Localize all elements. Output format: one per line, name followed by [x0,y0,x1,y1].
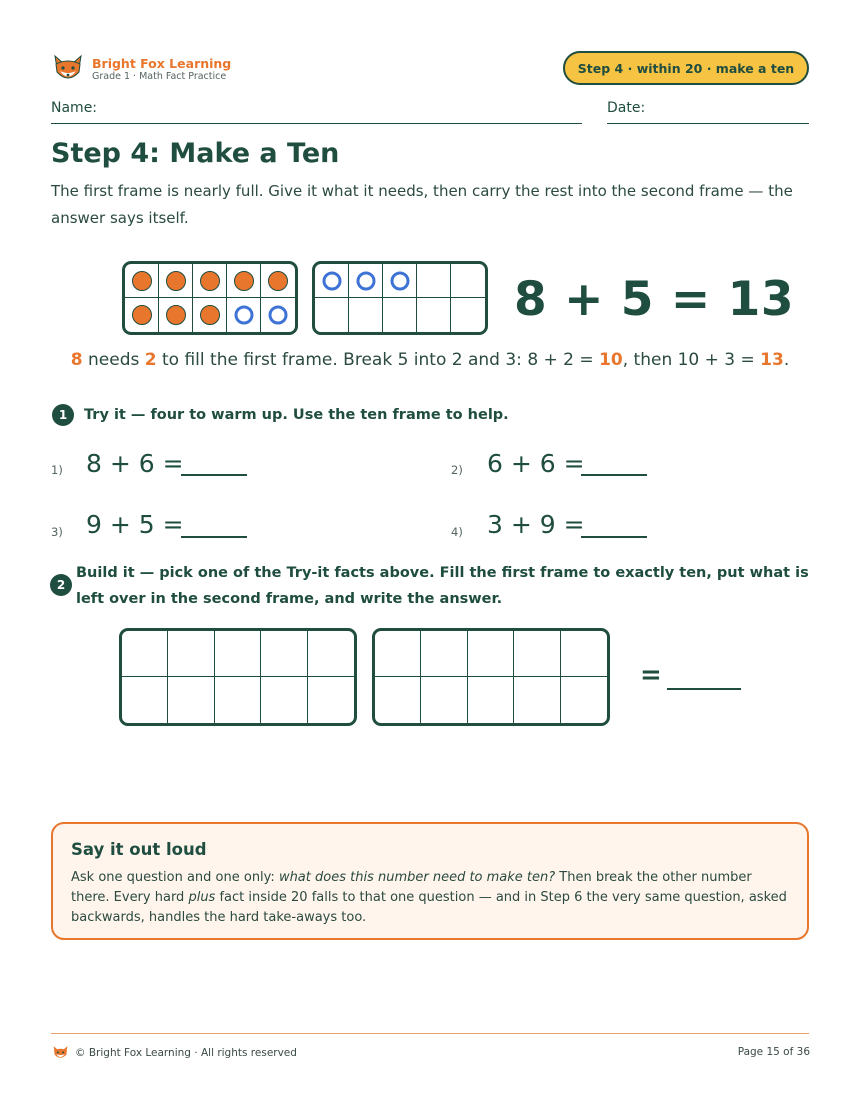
problem-4-label: 4) [451,525,463,539]
example-ten-frame-2 [312,261,488,335]
open-counter-icon [322,271,341,290]
ten-frame-cell[interactable] [514,677,560,723]
problem-3-expression: 9 + 5 = [86,510,184,539]
ten-frame-cell[interactable] [122,631,168,677]
problem-1-expression: 8 + 6 = [86,449,184,478]
date-label: Date: [607,100,646,116]
ten-frame-cell [261,298,295,332]
brand-name: Bright Fox Learning [92,55,232,71]
example-explanation [0,350,860,370]
problem-3-answer-blank[interactable] [181,536,247,538]
ten-frame-cell[interactable] [561,677,607,723]
ten-frame-cell [227,264,261,298]
highlight-number: 2 [144,350,157,370]
ten-frame-cell[interactable] [514,631,560,677]
ten-frame-cell[interactable] [375,677,421,723]
ten-frame-cell[interactable] [261,631,307,677]
example-ten-frame-1 [122,261,298,335]
callout-body [71,868,789,928]
ten-frame-cell[interactable] [168,677,214,723]
ten-frame-cell [193,298,227,332]
page-title: Step 4: Make a Ten [51,138,340,169]
explanation-text: to fill the first frame. Break 5 into 2 and 3: 8 + 2 = [156,350,600,370]
ten-frame-cell[interactable] [215,631,261,677]
highlight-number: 13 [760,350,784,370]
section-2-badge: 2 [50,574,72,596]
footer-divider [51,1033,809,1034]
build-equals-sign: = [640,660,662,690]
callout-text: fact inside 20 falls to that one question — and in Step 6 the very same question, asked backwards, handles the hard take-aways too. [71,890,787,925]
build-ten-frame-1[interactable] [119,628,357,726]
explanation-text: , then 10 + 3 = [622,350,761,370]
problem-2-expression: 6 + 6 = [487,449,585,478]
ten-frame-cell [159,298,193,332]
date-field[interactable] [607,123,809,124]
ten-frame-cell [417,298,451,332]
ten-frame-cell[interactable] [122,677,168,723]
callout-emphasis: plus [188,890,216,905]
ten-frame-cell[interactable] [168,631,214,677]
build-answer-blank[interactable] [667,688,741,690]
section-2-instruction: Build it — pick one of the Try-it facts above. Fill the first frame to exactly ten, put what is left over in the second frame, and write the answer. [76,565,809,607]
ten-frame-cell [261,264,295,298]
ten-frame-cell[interactable] [308,677,354,723]
ten-frame-cell[interactable] [308,631,354,677]
filled-counter-icon [132,305,152,325]
section-1-instruction: Try it — four to warm up. Use the ten frame to help. [84,407,509,423]
tip-callout [51,822,809,940]
ten-frame-cell[interactable] [421,631,467,677]
page-number: Page 15 of 36 [737,1046,810,1058]
problem-1-label: 1) [51,463,63,477]
open-counter-icon [234,306,253,325]
build-ten-frame-2[interactable] [372,628,610,726]
fox-logo-icon [52,1045,69,1061]
example-equation: 8 + 5 = 13 [514,272,795,327]
problem-2-answer-blank[interactable] [581,474,647,476]
ten-frame-cell [383,264,417,298]
filled-counter-icon [234,271,254,291]
section-1-badge: 1 [52,404,74,426]
problem-4-expression: 3 + 9 = [487,510,585,539]
highlight-number: 8 [70,350,83,370]
intro-text: The first frame is nearly full. Give it what it needs, then carry the rest into the second frame — the answer says itself. [51,182,793,227]
ten-frame-cell [193,264,227,298]
ten-frame-cell[interactable] [561,631,607,677]
open-counter-icon [390,271,409,290]
ten-frame-cell [451,298,485,332]
callout-title: Say it out loud [71,840,207,859]
highlight-number: 10 [599,350,623,370]
ten-frame-cell[interactable] [421,677,467,723]
problem-2-label: 2) [451,463,463,477]
filled-counter-icon [166,305,186,325]
copyright-text: © Bright Fox Learning · All rights reserved [75,1047,297,1059]
problem-3-label: 3) [51,525,63,539]
filled-counter-icon [166,271,186,291]
ten-frame-cell [417,264,451,298]
ten-frame-cell [349,264,383,298]
callout-emphasis: what does this number need to make ten? [278,870,556,885]
ten-frame-cell [315,298,349,332]
fox-logo-icon [52,54,84,84]
filled-counter-icon [200,305,220,325]
explanation-text: needs [82,350,145,370]
ten-frame-cell [125,298,159,332]
explanation-text: . [783,350,790,370]
name-field[interactable] [51,123,582,124]
ten-frame-cell [125,264,159,298]
ten-frame-cell[interactable] [261,677,307,723]
brand-subtitle: Grade 1 · Math Fact Practice [92,70,227,82]
ten-frame-cell[interactable] [468,631,514,677]
ten-frame-cell [227,298,261,332]
ten-frame-cell [159,264,193,298]
problem-1-answer-blank[interactable] [181,474,247,476]
footer-copyright [52,1045,297,1061]
ten-frame-cell [315,264,349,298]
step-badge: Step 4 · within 20 · make a ten [563,51,809,85]
ten-frame-cell [451,264,485,298]
brand [52,54,231,84]
ten-frame-cell [383,298,417,332]
filled-counter-icon [132,271,152,291]
ten-frame-cell[interactable] [215,677,261,723]
ten-frame-cell [349,298,383,332]
open-counter-icon [356,271,375,290]
open-counter-icon [269,306,288,325]
callout-text: Then break the other number there. Every hard [71,870,752,905]
callout-text: Ask one question and one only: [71,870,279,885]
filled-counter-icon [200,271,220,291]
ten-frame-cell[interactable] [375,631,421,677]
ten-frame-cell[interactable] [468,677,514,723]
name-label: Name: [51,100,98,116]
problem-4-answer-blank[interactable] [581,536,647,538]
filled-counter-icon [268,271,288,291]
